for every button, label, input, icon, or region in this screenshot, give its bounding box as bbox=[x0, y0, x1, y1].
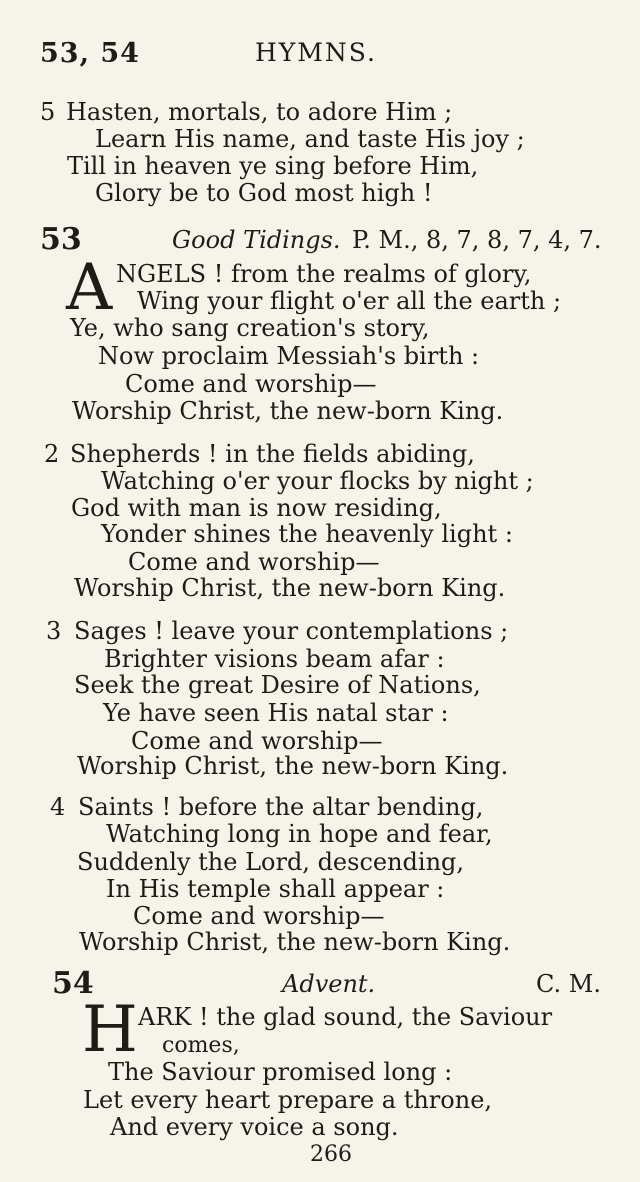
verse-line: Come and worship— bbox=[133, 902, 385, 930]
verse-line: Glory be to God most high ! bbox=[95, 179, 433, 207]
drop-cap: H bbox=[82, 993, 138, 1067]
verse-line: God with man is now residing, bbox=[71, 494, 442, 522]
verse-line: Worship Christ, the new-born King. bbox=[77, 752, 509, 780]
hymn-title: Advent. bbox=[282, 970, 376, 998]
drop-cap: A bbox=[66, 251, 113, 325]
verse-line: NGELS ! from the realms of glory, bbox=[116, 260, 532, 288]
verse-line: Watching o'er your flocks by night ; bbox=[101, 467, 534, 495]
stanza-number: 4 bbox=[50, 793, 66, 821]
verse-line: Sages ! leave your contemplations ; bbox=[74, 617, 509, 645]
verse-line: Worship Christ, the new-born King. bbox=[79, 928, 511, 956]
verse-line: Yonder shines the heavenly light : bbox=[101, 520, 513, 548]
hymn-number: 54 bbox=[52, 966, 94, 1001]
verse-line: Ye, who sang creation's story, bbox=[70, 314, 430, 342]
verse-line: Saints ! before the altar bending, bbox=[78, 793, 484, 821]
running-header-title: HYMNS. bbox=[255, 38, 377, 67]
verse-line: In His temple shall appear : bbox=[106, 875, 445, 903]
stanza-number: 5 bbox=[40, 98, 56, 126]
verse-line: Worship Christ, the new-born King. bbox=[74, 574, 506, 602]
verse-line: Seek the great Desire of Nations, bbox=[74, 671, 481, 699]
verse-line: Watching long in hope and fear, bbox=[106, 820, 493, 848]
verse-line: Come and worship— bbox=[125, 370, 377, 398]
hymn-number: 53 bbox=[40, 222, 82, 257]
verse-line: Shepherds ! in the fields abiding, bbox=[70, 440, 475, 468]
verse-line: Till in heaven ye sing before Him, bbox=[67, 152, 479, 180]
verse-line: Worship Christ, the new-born King. bbox=[72, 397, 504, 425]
verse-line: The Saviour promised long : bbox=[108, 1058, 453, 1086]
verse-line: Now proclaim Messiah's birth : bbox=[98, 342, 480, 370]
hymn-title: Good Tidings. bbox=[172, 226, 341, 254]
verse-line: Come and worship— bbox=[128, 548, 380, 576]
verse-line: Come and worship— bbox=[131, 727, 383, 755]
hymn-meter: C. M. bbox=[536, 970, 601, 998]
verse-line: Suddenly the Lord, descending, bbox=[77, 848, 465, 876]
verse-line: ARK ! the glad sound, the Saviour bbox=[138, 1003, 553, 1031]
verse-line: Brighter visions beam afar : bbox=[104, 645, 445, 673]
stanza-number: 2 bbox=[44, 440, 60, 468]
stanza-number: 3 bbox=[46, 617, 62, 645]
running-header-numbers: 53, 54 bbox=[40, 38, 140, 69]
verse-line-continuation: comes, bbox=[162, 1033, 240, 1058]
verse-line: And every voice a song. bbox=[110, 1113, 399, 1141]
page-number: 266 bbox=[310, 1142, 352, 1167]
verse-line: Ye have seen His natal star : bbox=[103, 699, 449, 727]
verse-line: Learn His name, and taste His joy ; bbox=[95, 125, 525, 153]
verse-line: Let every heart prepare a throne, bbox=[83, 1086, 493, 1114]
verse-line: Wing your flight o'er all the earth ; bbox=[137, 287, 562, 315]
hymn-meter: P. M., 8, 7, 8, 7, 4, 7. bbox=[352, 226, 602, 254]
verse-line: Hasten, mortals, to adore Him ; bbox=[66, 98, 453, 126]
